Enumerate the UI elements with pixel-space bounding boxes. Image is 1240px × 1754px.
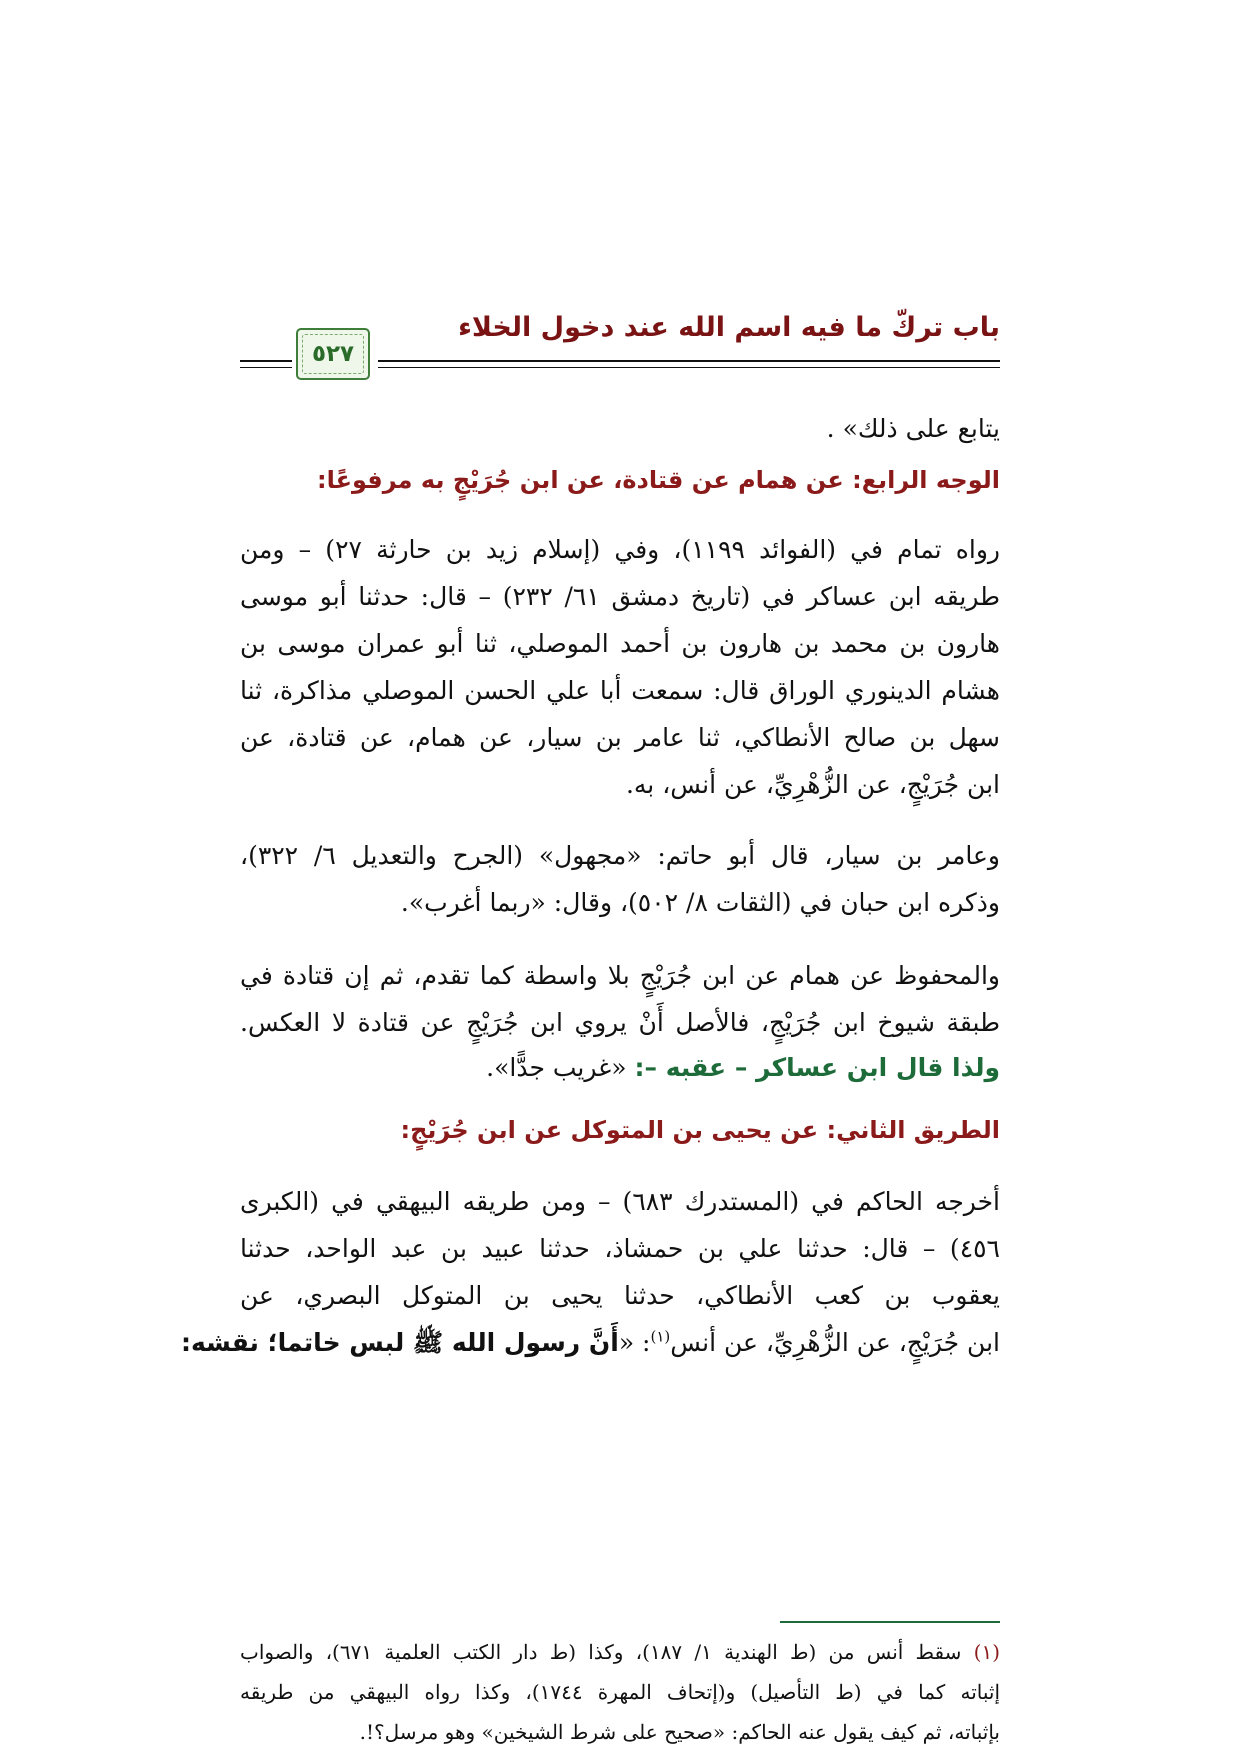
- footnote-line: بإثباته، ثم كيف يقول عنه الحاكم: «صحيح على شرط الشيخين» وهو مرسل؟!.: [359, 1720, 1000, 1744]
- footnote-number: (١): [973, 1640, 1000, 1664]
- paragraph-ibn-asakir: [240, 1044, 1000, 1091]
- header-rule-left-top: [240, 360, 292, 362]
- footnotes: [240, 1632, 1000, 1752]
- footnote-line: [240, 1632, 1000, 1672]
- text-line: هارون بن محمد بن هارون بن أحمد الموصلي، ثنا أبو عمران موسى بن: [240, 629, 1000, 658]
- text-line: يعقوب بن كعب الأنطاكي، حدثنا يحيى بن المتوكل البصري، عن: [240, 1281, 1000, 1310]
- text-line: وعامر بن سيار، قال أبو حاتم: «مجهول» (الجرح والتعديل ٦/ ٣٢٢)،: [240, 841, 1001, 870]
- text-segment: ابن جُرَيْجٍ، عن الزُّهْرِيِّ، عن أنس: [670, 1328, 1000, 1357]
- continuation-text: يتابع على ذلك» .: [826, 414, 1000, 443]
- page-number: ٥٢٧: [311, 341, 355, 367]
- paragraph-hakim: [180, 1178, 1001, 1366]
- continuation-line: [240, 405, 1000, 452]
- text-segment: : «: [618, 1328, 651, 1357]
- running-header-title: باب تركّ ما فيه اسم الله عند دخول الخلاء: [458, 312, 1000, 343]
- text-line: طبقة شيوخ ابن جُرَيْجٍ، فالأصل أَنْ يروي ابن جُرَيْجٍ عن قتادة لا العكس.: [240, 1008, 1000, 1037]
- header-rule-right-top: [378, 360, 1000, 362]
- header-rule-right-bottom: [378, 367, 1000, 368]
- section-heading-second-way: الطريق الثاني: عن يحيى بن المتوكل عن ابن جُرَيْجٍ:: [400, 1116, 1000, 1144]
- text-line: والمحفوظ عن همام عن ابن جُرَيْجٍ بلا واسطة كما تقدم، ثم إن قتادة في: [240, 961, 1000, 990]
- footnote-text: سقط أنس من (ط الهندية ١/ ١٨٧)، وكذا (ط دار الكتب العلمية ٦٧١)، والصواب: [240, 1640, 974, 1664]
- hadith-text: أَنَّ رسول الله ﷺ لبس خاتما؛ نقشه:: [180, 1328, 619, 1357]
- text-line: هشام الدينوري الوراق قال: سمعت أبا علي الحسن الموصلي مذاكرة، ثنا: [240, 676, 1000, 705]
- header-rule-left-bottom: [240, 367, 292, 368]
- text-line: وذكره ابن حبان في (الثقات ٨/ ٥٠٢)، وقال: «ربما أغرب».: [400, 888, 1000, 917]
- text-line: طريقه ابن عساكر في (تاريخ دمشق ٦١/ ٢٣٢) – قال: حدثنا أبو موسى: [240, 582, 1001, 611]
- text-line: أخرجه الحاكم في (المستدرك ٦٨٣) – ومن طريقه البيهقي في (الكبرى: [240, 1187, 1001, 1216]
- footnote-line: إثباته كما في (ط التأصيل) و(إتحاف المهرة ١٧٤٤)، وكذا رواه البيهقي من طريقه: [240, 1680, 1001, 1704]
- green-lead-text: ولذا قال ابن عساكر – عقبه –:: [634, 1053, 1000, 1082]
- text-line: [180, 1319, 1000, 1366]
- text-line: سهل بن صالح الأنطاكي، ثنا عامر بن سيار، عن همام، عن قتادة، عن: [240, 723, 1000, 752]
- text-line: ابن جُرَيْجٍ، عن الزُّهْرِيِّ، عن أنس، به.: [625, 770, 1000, 799]
- page-number-badge: [296, 328, 370, 380]
- paragraph-amir: [240, 832, 1000, 926]
- text-line: رواه تمام في (الفوائد ١١٩٩)، وفي (إسلام زيد بن حارثة ٢٧) – ومن: [240, 535, 1000, 564]
- section-heading-4: الوجه الرابع: عن همام عن قتادة، عن ابن جُرَيْجٍ به مرفوعًا:: [316, 466, 1000, 494]
- text-line: ٤٥٦) – قال: حدثنا علي بن حمشاذ، حدثنا عبيد بن عبد الواحد، حدثنا: [240, 1234, 1000, 1263]
- quote-text: «غريب جدًّا».: [486, 1053, 635, 1082]
- footnote-separator: [780, 1621, 1000, 1623]
- paragraph-tamam: [240, 526, 1000, 808]
- paragraph-mahfuz: [240, 952, 1000, 1046]
- footnote-ref[interactable]: (١): [650, 1327, 671, 1346]
